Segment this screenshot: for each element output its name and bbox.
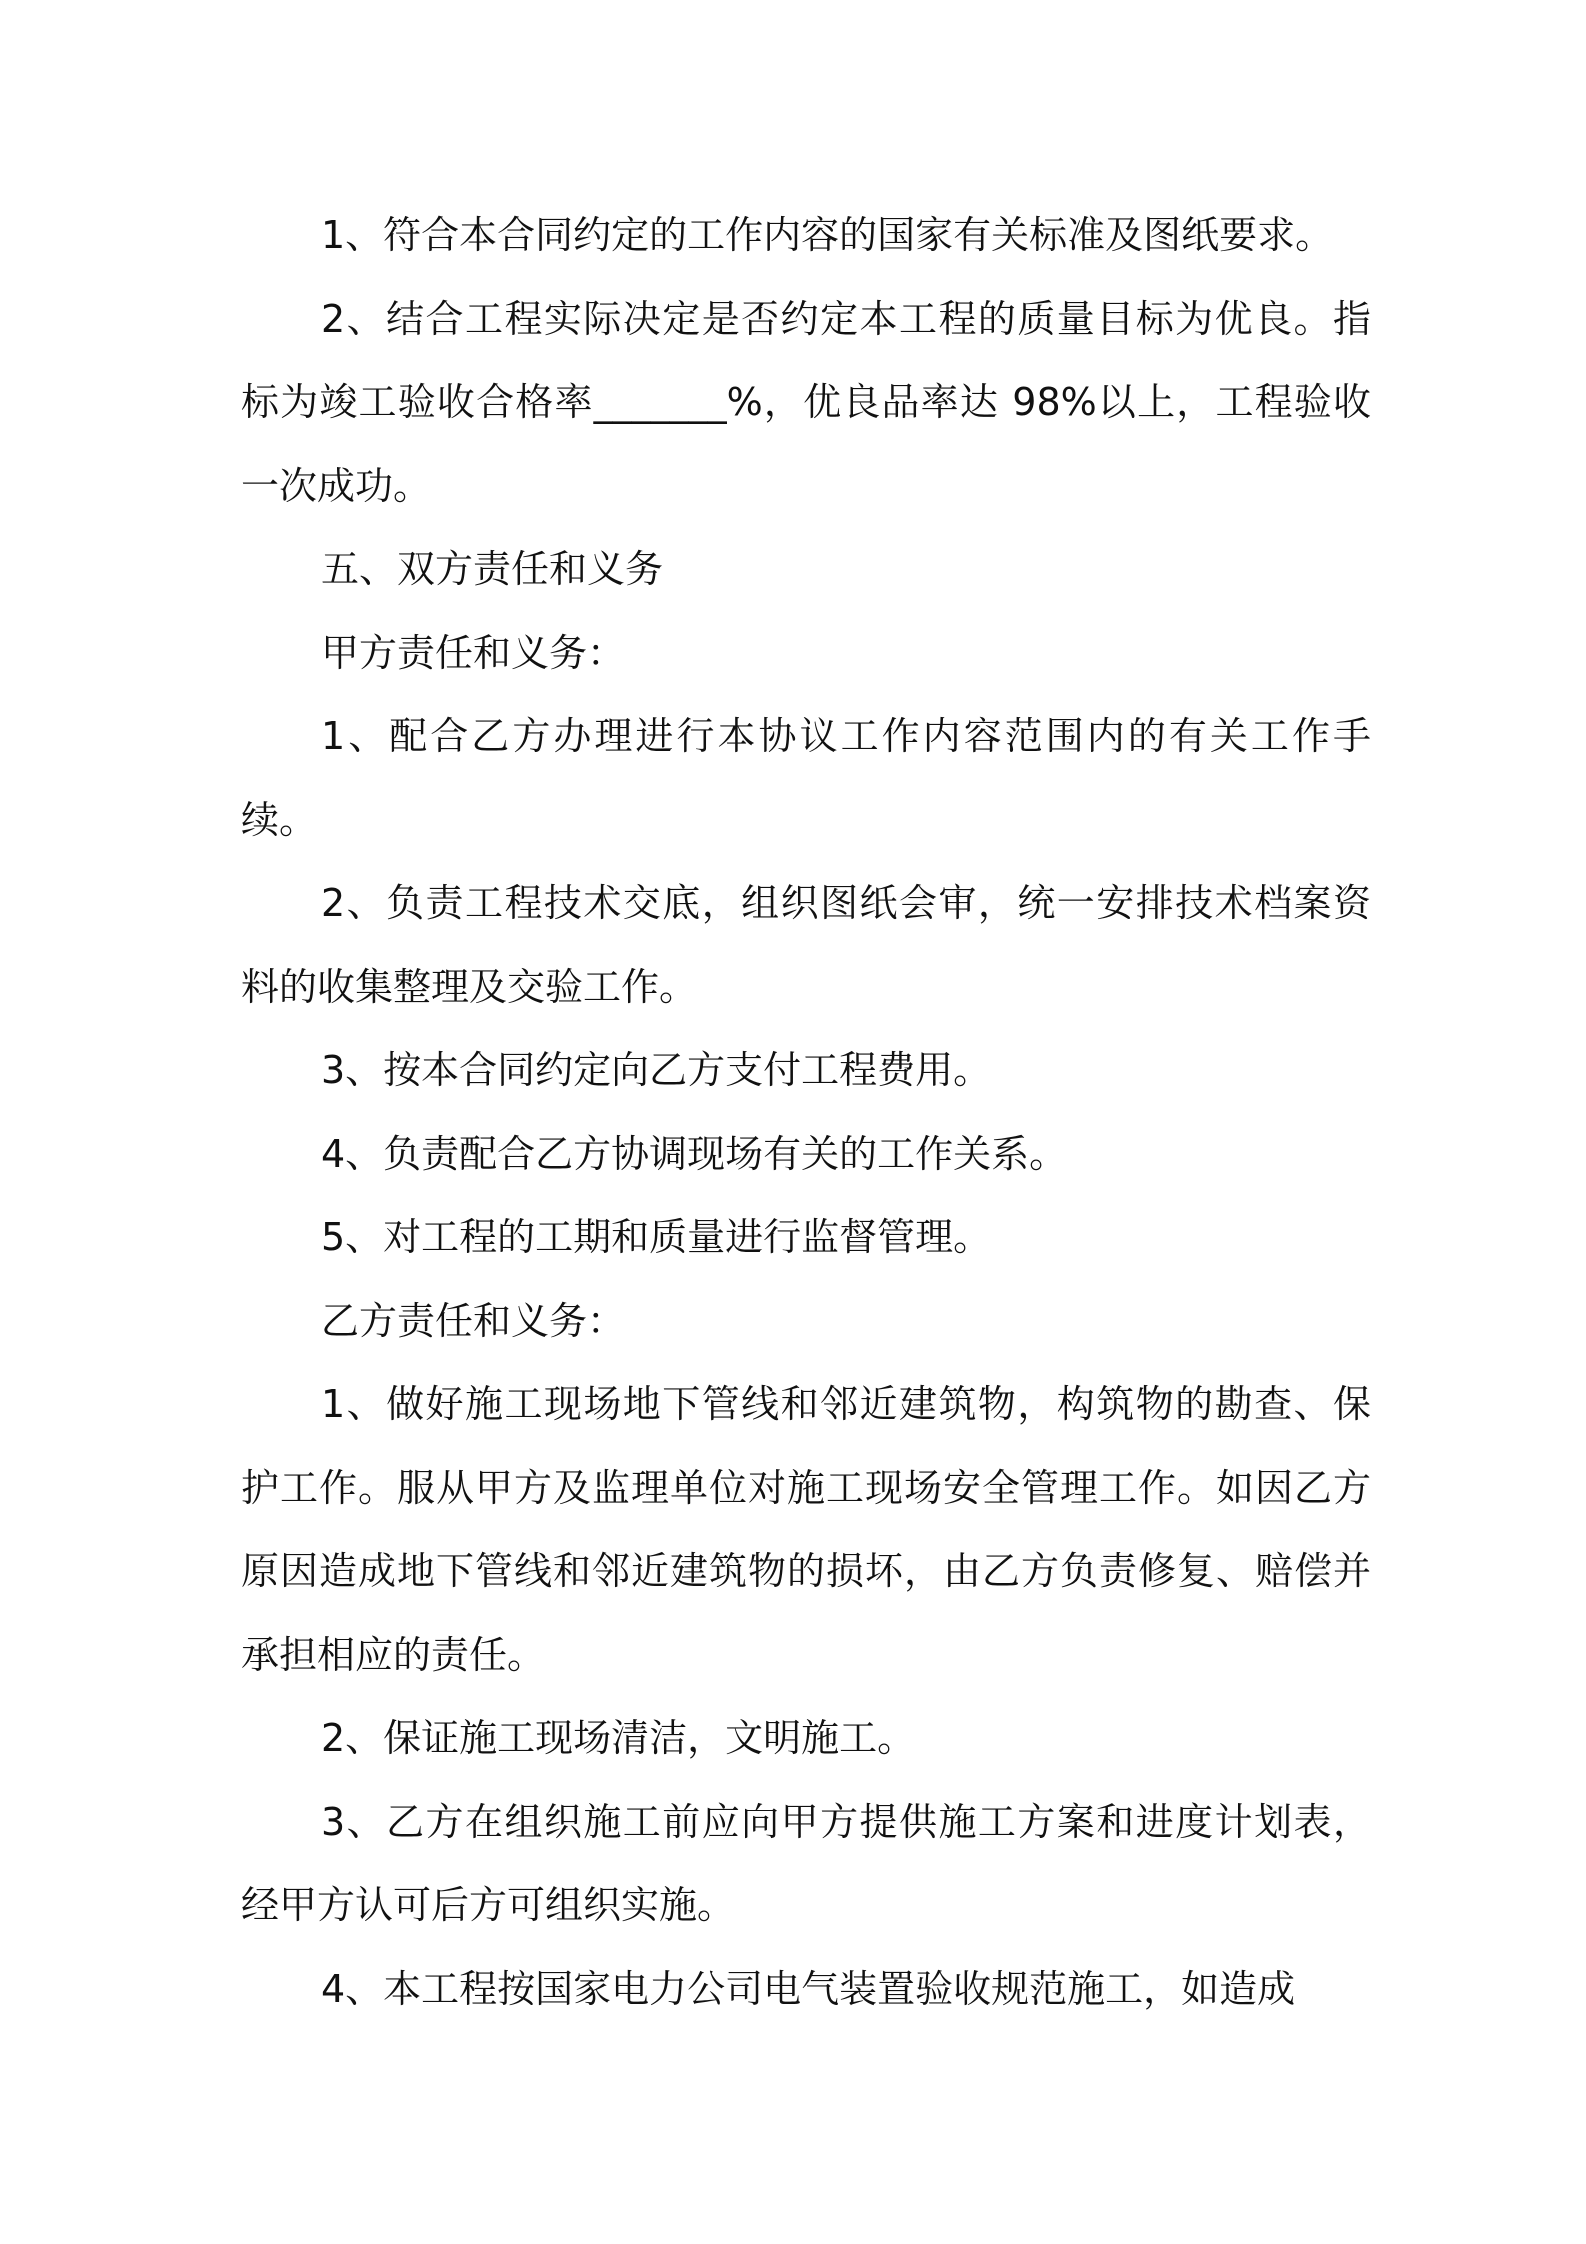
subheading-party-b: 乙方责任和义务： bbox=[321, 1298, 626, 1343]
party-b-item-4: 4、本工程按国家电力公司电气装置验收规范施工，如造成 bbox=[321, 1966, 1296, 2011]
paragraph-quality-standard: 1、符合本合同约定的工作内容的国家有关标准及图纸要求。 bbox=[321, 213, 1334, 257]
party-b-item-2: 2、保证施工现场清洁，文明施工。 bbox=[321, 1716, 916, 1760]
subheading-party-a: 甲方责任和义务： bbox=[321, 630, 626, 675]
party-a-item-2: 2、负责工程技术交底，组织图纸会审，统一安排技术档案资料的收集整理及交验工作。 bbox=[241, 881, 1371, 1009]
section-heading-responsibilities: 五、双方责任和义务 bbox=[321, 547, 664, 591]
document-body bbox=[241, 194, 1371, 2031]
party-b-item-3: 3、乙方在组织施工前应向甲方提供施工方案和进度计划表，经甲方认可后方可组织实施。 bbox=[241, 1799, 1371, 1927]
party-a-item-3: 3、按本合同约定向乙方支付工程费用。 bbox=[321, 1048, 992, 1092]
party-a-item-1: 1、配合乙方办理进行本协议工作内容范围内的有关工作手续。 bbox=[241, 714, 1371, 842]
party-b-item-1: 1、做好施工现场地下管线和邻近建筑物，构筑物的勘查、保护工作。服从甲方及监理单位对施工现场安全管理工作。如因乙方原因造成地下管线和邻近建筑物的损坏，由乙方负责修复、赔偿并承担相应的责任。 bbox=[241, 1382, 1371, 1677]
party-a-item-5: 5、对工程的工期和质量进行监督管理。 bbox=[321, 1215, 992, 1259]
paragraph-quality-target: 2、结合工程实际决定是否约定本工程的质量目标为优良。指标为竣工验收合格率_______%，优良品率达 98%以上，工程验收一次成功。 bbox=[241, 296, 1371, 508]
party-a-item-4: 4、负责配合乙方协调现场有关的工作关系。 bbox=[321, 1131, 1068, 1176]
